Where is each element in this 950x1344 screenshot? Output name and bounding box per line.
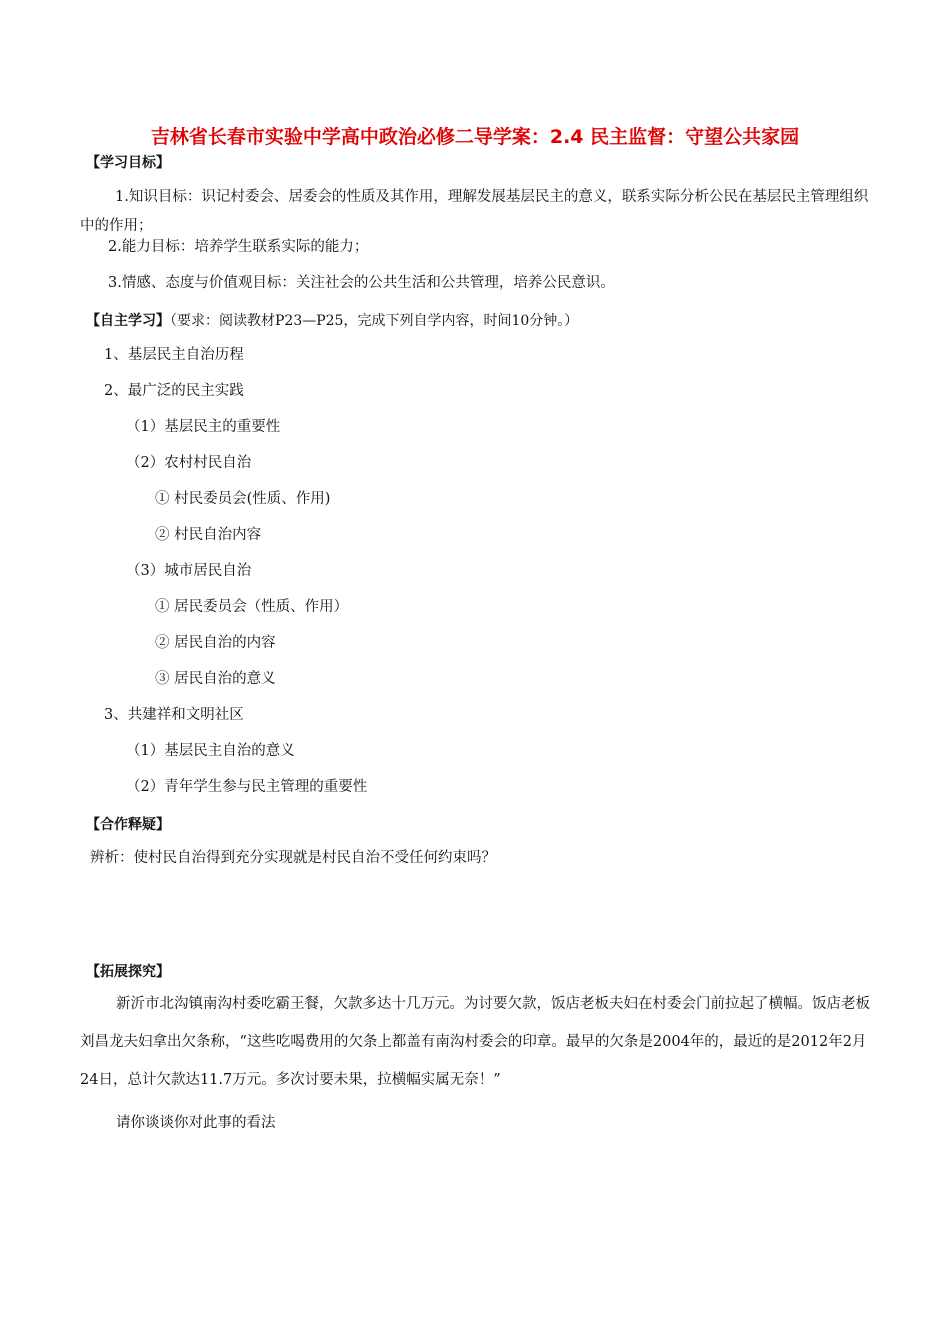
goals-heading: 【学习目标】	[86, 155, 170, 171]
cooperation-question: 辨析：使村民自治得到充分实现就是村民自治不受任何约束吗？	[90, 850, 496, 866]
goal-item-1: 1.知识目标：识记村委会、居委会的性质及其作用，理解发展基层民主的意义，联系实际分析公民在基层民主管理组织中的作用；	[80, 189, 869, 234]
list-item: ② 村民自治内容	[155, 527, 262, 543]
self-study-heading	[86, 310, 578, 330]
list-item: （1）基层民主自治的意义	[126, 743, 295, 759]
list-item: 3、共建祥和文明社区	[104, 707, 244, 723]
list-item: （2）青年学生参与民主管理的重要性	[126, 779, 368, 795]
list-item: （2）农村村民自治	[126, 455, 252, 471]
list-item: （3）城市居民自治	[126, 563, 252, 579]
list-item: ② 居民自治的内容	[155, 635, 276, 651]
list-item: 2、最广泛的民主实践	[104, 383, 244, 399]
extension-prompt: 请你谈谈你对此事的看法	[116, 1115, 276, 1131]
self-study-heading-label: 【自主学习】	[86, 313, 170, 329]
extension-heading: 【拓展探究】	[86, 964, 170, 980]
goal-item-3: 3.情感、态度与价值观目标：关注社会的公共生活和公共管理，培养公民意识。	[108, 275, 615, 291]
goal-item-2: 2.能力目标：培养学生联系实际的能力；	[108, 239, 369, 255]
self-study-note: （要求：阅读教材P23—P25，完成下列自学内容，时间10分钟。）	[170, 313, 579, 329]
list-item: 1、基层民主自治历程	[104, 347, 244, 363]
document-title: 吉林省长春市实验中学高中政治必修二导学案：2.4 民主监督：守望公共家园	[150, 126, 800, 148]
list-item: ③ 居民自治的意义	[155, 671, 276, 687]
cooperation-heading: 【合作释疑】	[86, 817, 170, 833]
list-item: ① 村民委员会(性质、作用)	[155, 491, 331, 507]
list-item: ① 居民委员会（性质、作用）	[155, 599, 349, 615]
extension-paragraph: 新沂市北沟镇南沟村委吃霸王餐，欠款多达十几万元。为讨要欠款，饭店老板夫妇在村委会门前拉起了横幅。饭店老板刘昌龙夫妇拿出欠条称，“这些吃喝费用的欠条上都盖有南沟村委会的印章。最早的欠条是2004年的，最近的是2012年2月24日，总计欠款达11.7万元。多次讨要未果，拉横幅实属无奈！”	[80, 996, 870, 1088]
list-item: （1）基层民主的重要性	[126, 419, 281, 435]
